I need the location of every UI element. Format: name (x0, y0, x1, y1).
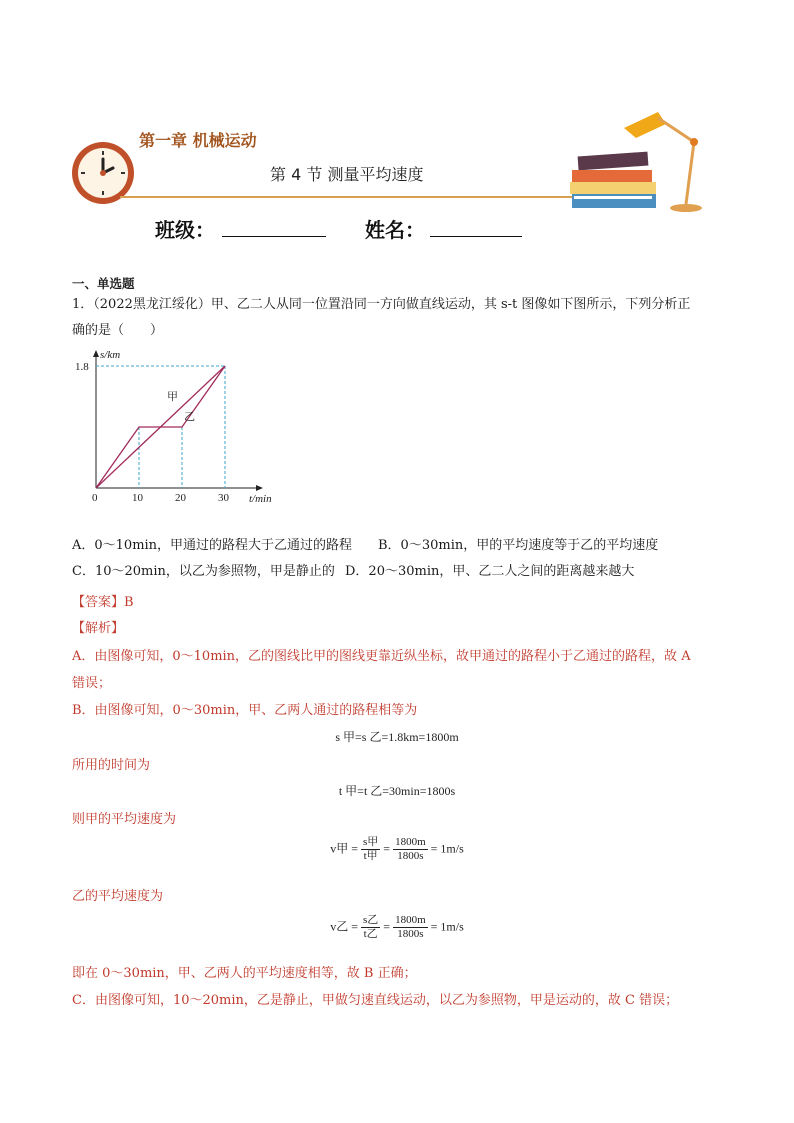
x-tick-label: 30 (218, 492, 229, 504)
analysis-c: C．由图像可知，10～20min，乙是静止，甲做匀速直线运动，以乙为参照物，甲是运动的，故 C 错误； (72, 993, 679, 1008)
question-stem-line2: 确的是（ ） (72, 323, 164, 338)
chapter-title: 第一章 机械运动 (139, 131, 257, 150)
class-blank[interactable] (222, 216, 326, 237)
option-b[interactable]: B．0～30min，甲的平均速度等于乙的平均速度 (378, 538, 659, 553)
formula-time: t 甲=t 乙=30min=1800s (338, 784, 456, 798)
option-c[interactable]: C．10～20min，以乙为参照物，甲是静止的 (72, 564, 335, 579)
y-tick-label: 1.8 (75, 361, 89, 373)
formula-distance: s 甲=s 乙=1.8km=1800m (335, 730, 459, 744)
time-text: 所用的时间为 (72, 758, 151, 773)
fraction-s-t-jia (361, 836, 380, 863)
option-a[interactable]: A．0～10min，甲通过的路程大于乙通过的路程 (72, 538, 353, 553)
analysis-b-line1: B．由图像可知，0～30min，甲、乙两人通过的路程相等为 (72, 703, 418, 718)
s-yi: s乙 (363, 914, 379, 926)
analysis-a-line2: 错误； (72, 676, 112, 691)
num-jia: 1800m (395, 836, 426, 848)
fraction-values-jia (393, 836, 428, 863)
books-lamp-illustration (566, 92, 716, 216)
st-graph (70, 345, 290, 505)
section-heading: 一、单选题 (72, 276, 135, 291)
name-label: 姓名： (365, 218, 425, 242)
option-d[interactable]: D．20～30min，甲、乙二人之间的距离越来越大 (345, 564, 635, 579)
den-jia: 1800s (397, 850, 424, 862)
fraction-values-yi (393, 914, 428, 941)
x-tick-label: 0 (92, 492, 98, 504)
x-tick-label: 20 (175, 492, 186, 504)
fraction-s-t-yi (361, 914, 380, 941)
formula-v-yi: v乙 = $\frac{\text{s乙}}{\text{t乙}}$ = $\frac{1800m}{1800s}$ = 1m/s (330, 914, 464, 940)
result-yi: 1m/s (440, 919, 464, 934)
v-yi-symbol: v乙 (330, 919, 349, 934)
name-blank[interactable] (430, 216, 522, 237)
conclusion-b: 即在 0～30min，甲、乙两人的平均速度相等，故 B 正确； (72, 966, 417, 981)
series-label-jia: 甲 (166, 389, 178, 403)
x-axis-arrow (256, 485, 263, 491)
class-label: 班级： (155, 218, 215, 242)
answer-label: 【答案】B (72, 595, 134, 610)
analysis-a-line1: A．由图像可知，0～10min，乙的图线比甲的图线更靠近纵坐标，故甲通过的路程小于乙通过的路程，故 A (72, 649, 691, 664)
x-axis-label: t/min (249, 493, 272, 505)
t-yi: t乙 (363, 928, 378, 940)
series-label-yi: 乙 (184, 410, 196, 424)
y-axis-arrow (93, 350, 99, 357)
s-jia: s甲 (363, 836, 379, 848)
header-divider (120, 196, 580, 198)
den-yi: 1800s (397, 928, 424, 940)
question-stem (72, 292, 732, 344)
v-jia-text: 则甲的平均速度为 (72, 812, 177, 827)
formula-v-jia: v甲 = $\frac{\text{s甲}}{\text{t甲}}$ = $\frac{1800m}{1800s}$ = 1m/s (330, 836, 464, 862)
question-stem-line1: 1．（2022黑龙江绥化）甲、乙二人从同一位置沿同一方向做直线运动，其 s-t 图像如下图所示，下列分析正 (72, 297, 691, 312)
x-tick-label: 10 (132, 492, 143, 504)
t-jia: t甲 (363, 850, 378, 862)
result-jia: 1m/s (440, 841, 464, 856)
y-axis-label: s/km (100, 349, 121, 361)
num-yi: 1800m (395, 914, 426, 926)
v-yi-text: 乙的平均速度为 (72, 889, 164, 904)
v-jia-symbol: v甲 (330, 841, 349, 856)
section-title: 第 4 节 测量平均速度 (270, 165, 424, 184)
analysis-label: 【解析】 (72, 621, 125, 636)
